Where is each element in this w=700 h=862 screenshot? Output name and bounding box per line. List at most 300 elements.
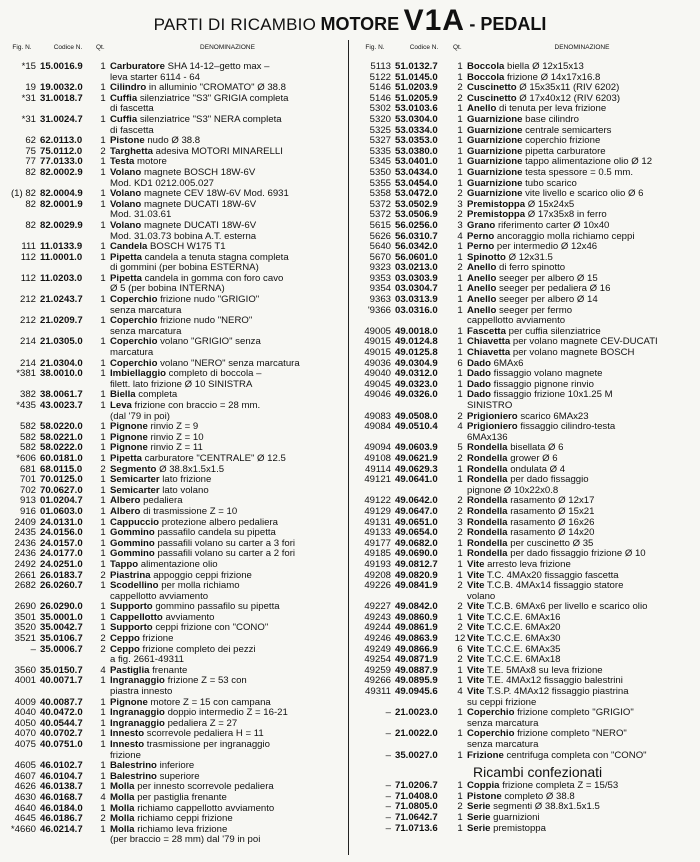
row-fig: 5325 [369, 124, 391, 136]
table-row [355, 401, 697, 412]
row-description [467, 507, 697, 518]
row-description [110, 676, 345, 687]
row-part-name: Semicarter [110, 475, 160, 486]
row-fig: '9366 [367, 304, 391, 316]
row-description [467, 792, 697, 803]
row-part-name: Anello [467, 305, 497, 316]
row-qt: 1 [100, 156, 106, 168]
row-qt: 1 [457, 113, 463, 125]
table-row [355, 813, 697, 824]
row-detail: seeger per pedaliera Ø 16 [499, 284, 611, 295]
row-part-name: Frizione [467, 750, 504, 761]
row-qt: 1 [457, 135, 463, 147]
row-part-name: Pipetta [110, 252, 142, 263]
row-description [110, 316, 345, 327]
row-detail: T.C.C.E. 6MAx16 [486, 612, 561, 623]
row-fig: 214 [19, 357, 36, 369]
row-detail: vite livello e scarico olio Ø 6 [525, 189, 644, 200]
row-detail: Mod. 31.03.61 [110, 210, 172, 221]
row-detail: pignone Ø 10x22x0.8 [467, 485, 559, 496]
row-code: 26.0260.7 [40, 580, 83, 592]
row-part-name: Gommino [110, 549, 155, 560]
left-column [4, 44, 345, 846]
row-description [110, 412, 345, 423]
row-description [467, 634, 697, 645]
row-code: 53.0472.0 [395, 188, 438, 200]
row-detail: senza marcatura [467, 740, 539, 750]
row-fig: 5640 [369, 241, 391, 253]
row-code: 75.0112.0 [40, 145, 83, 157]
row-qt: 1 [100, 717, 106, 729]
row-code: 24.0156.0 [40, 527, 83, 539]
row-fig: 49249 [364, 643, 391, 655]
row-detail: senza marcatura [467, 718, 539, 729]
row-fig: 19 [25, 82, 36, 94]
row-code: 49.0682.0 [395, 537, 438, 549]
row-detail: volano "NERO" senza marcatura [160, 358, 300, 369]
row-fig: 4050 [14, 717, 36, 729]
row-part-name: Supporto [110, 602, 153, 613]
row-qt: 1 [100, 219, 106, 231]
row-description [467, 528, 697, 539]
row-code: 53.0103.6 [395, 103, 438, 115]
row-description [467, 62, 697, 73]
row-code: 21.0022.0 [395, 728, 438, 740]
row-qt: 2 [100, 813, 106, 825]
row-code: 49.0018.0 [395, 325, 438, 337]
row-part-name: Rondella [467, 496, 508, 507]
row-part-name: Targhetta [110, 146, 153, 157]
row-fig: 49084 [364, 421, 391, 433]
row-description [110, 518, 345, 529]
row-part-name: Dado [467, 379, 491, 390]
row-detail: Mod. 31.03.73 bobina A.T. esterna [110, 231, 257, 242]
row-detail: arresto leva frizione [487, 559, 571, 570]
row-code: 60.0181.0 [40, 452, 83, 464]
row-part-name: Guarnizione [467, 136, 523, 147]
row-detail: per volano magnete CEV-DUCATI [512, 337, 658, 348]
row-description [467, 518, 697, 529]
row-qt: 1 [457, 378, 463, 390]
row-description [467, 781, 697, 792]
row-part-name: Coppia [467, 781, 500, 792]
row-code: 82.0001.9 [40, 198, 83, 210]
row-description [110, 454, 345, 465]
row-description [467, 475, 697, 486]
row-description [467, 655, 697, 666]
row-part-name: Premistoppa [467, 199, 526, 210]
row-detail: riferimento carter Ø 10x40 [497, 220, 610, 231]
row-qt: 1 [100, 431, 106, 443]
row-code: 70.0125.0 [40, 474, 83, 486]
row-description [110, 698, 345, 709]
row-fig: 3560 [14, 664, 36, 676]
row-qt: 1 [100, 389, 106, 401]
row-part-name: Molla [110, 814, 135, 825]
row-description [467, 719, 697, 730]
row-description [110, 443, 345, 454]
row-fig: 49244 [364, 622, 391, 634]
row-qt: 2 [100, 145, 106, 157]
row-fig: *15 [21, 61, 36, 72]
row-code: 01.0204.7 [40, 495, 83, 507]
row-description [467, 369, 697, 380]
row-fig: 4640 [14, 802, 36, 814]
row-detail: rasamento Ø 16x26 [510, 517, 595, 528]
row-fig: 49185 [364, 548, 391, 560]
row-detail: rinvio Z = 9 [150, 422, 199, 433]
row-qt: 1 [100, 770, 106, 782]
row-description [110, 401, 345, 412]
row-description [467, 729, 697, 740]
table-row [355, 560, 697, 571]
row-detail: seeger per fermo [499, 305, 573, 316]
row-fig: 49129 [364, 505, 391, 517]
row-part-name: Balestrino [110, 761, 157, 772]
row-detail: volano "GRIGIO" senza [160, 337, 261, 348]
row-detail: frizione nudo "GRIGIO" [160, 295, 260, 306]
row-detail: magnete DUCATI 18W-6V [143, 199, 257, 210]
row-fig: 49311 [365, 686, 391, 698]
row-part-name: Prigioniero [467, 411, 518, 422]
row-fig: 5302 [369, 103, 391, 115]
row-part-name: Volano [110, 189, 142, 200]
row-fig: 49133 [364, 527, 391, 539]
row-detail: T.C.C.E. 6MAx20 [486, 623, 561, 634]
row-description [110, 465, 345, 476]
row-code: 03.0303.9 [395, 272, 438, 284]
row-description [110, 136, 345, 147]
row-qt: 1 [457, 156, 463, 168]
row-qt: 2 [457, 82, 463, 94]
row-detail: T.C.B. 6MAx6 per livello e scarico olio [486, 602, 648, 613]
row-qt: 1 [100, 198, 106, 210]
row-fig: *606 [16, 452, 36, 464]
row-fig: 5327 [369, 135, 391, 147]
row-part-name: Biella [110, 390, 136, 401]
row-qt: 1 [100, 611, 106, 623]
row-part-name: Coperchio [110, 295, 158, 306]
row-qt: 1 [457, 558, 463, 570]
row-part-name: Rondella [467, 506, 508, 517]
row-part-name: Rondella [467, 528, 508, 539]
row-detail: senza marcatura [110, 305, 182, 316]
row-detail: passafili volano su carter a 2 fori [157, 549, 296, 560]
row-part-name: Serie [467, 812, 491, 823]
row-qt: 1 [457, 707, 463, 719]
row-code: 35.0042.7 [40, 622, 83, 634]
row-code: 51.0145.0 [395, 71, 438, 83]
row-part-name: Rondella [467, 549, 508, 560]
header-fig: Fig. N. [12, 44, 32, 51]
row-code: 49.0326.0 [395, 389, 438, 401]
row-description [467, 115, 697, 126]
row-description [110, 666, 345, 677]
row-fig: *435 [16, 400, 36, 411]
row-description [110, 327, 345, 338]
row-fig: 112 [20, 251, 36, 263]
row-fig: 49005 [364, 325, 391, 337]
right-column-header [355, 44, 697, 62]
row-code: 40.0071.7 [40, 675, 83, 687]
row-description [467, 592, 697, 603]
row-detail: appoggio ceppi frizione [153, 570, 252, 581]
row-part-name: Volano [110, 220, 142, 231]
row-detail: fissaggio pignone rinvio [493, 379, 594, 390]
title-part2: MOTORE [320, 14, 400, 34]
row-qt: 1 [457, 272, 463, 284]
row-part-name: Pignone [110, 432, 148, 443]
row-description [110, 719, 345, 730]
row-detail: inferiore [159, 761, 195, 772]
row-code: 49.0647.0 [395, 505, 438, 517]
row-part-name: Fascetta [467, 326, 506, 337]
row-part-name: Innesto [110, 729, 145, 740]
row-description [110, 359, 345, 370]
row-code: 56.0310.7 [395, 230, 438, 242]
row-code: 35.0001.0 [40, 611, 83, 623]
row-qt: 1 [100, 580, 106, 592]
row-detail: candela a tenuta stagna completa [144, 252, 289, 263]
row-code: 49.0641.0 [395, 474, 438, 486]
row-code: 21.0243.7 [40, 294, 83, 306]
row-part-name: Testa [110, 157, 135, 168]
row-qt: 1 [100, 484, 106, 496]
header-qt: Qt. [96, 44, 105, 51]
row-qt: 1 [457, 304, 463, 316]
row-part-name: Dado [467, 390, 491, 401]
row-fig: (1) 82 [10, 188, 36, 200]
row-detail: magnete CEV 18W-6V Mod. 6931 [143, 189, 289, 200]
row-detail: scorrevole pedaliera H = 11 [146, 729, 264, 740]
row-detail: testa spessore = 0.5 mm. [525, 167, 634, 178]
row-description [110, 253, 345, 264]
table-row [4, 316, 345, 327]
row-detail: lato frizione [162, 475, 212, 486]
row-code: 03.0316.0 [395, 304, 438, 316]
row-detail: per intermedio Ø 12x46 [496, 242, 598, 253]
row-detail: fissaggio frizione 10x1.25 M [493, 390, 613, 401]
row-detail: pedaliera [143, 496, 183, 507]
row-detail: T.C.B. 4MAx14 fissaggio statore [486, 581, 624, 592]
table-row [4, 168, 345, 179]
row-qt: 1 [100, 739, 106, 750]
table-row [4, 221, 345, 232]
row-qt: 5 [457, 442, 463, 454]
row-code: 49.0125.8 [395, 347, 438, 359]
row-description [467, 486, 697, 497]
row-detail: 6MAx6 [493, 358, 524, 369]
row-part-name: Pignone [110, 443, 148, 454]
row-part-name: Vite [467, 612, 485, 623]
row-fig: 49094 [364, 442, 391, 454]
row-part-name: Ingranaggio [110, 708, 165, 719]
row-fig [355, 740, 395, 751]
row-part-name: Perno [467, 231, 495, 242]
row-part-name: Candela [110, 242, 148, 253]
row-detail: carburatore "CENTRALE" Ø 12.5 [144, 453, 286, 464]
row-qt: 3 [457, 516, 463, 528]
row-part-name: Ingranaggio [110, 676, 165, 687]
row-part-name: Vite [467, 602, 485, 613]
row-code: 53.0502.9 [395, 198, 438, 210]
row-description [110, 761, 345, 772]
row-qt: 1 [457, 811, 463, 823]
row-detail: T.E. 5MAx8 su leva frizione [486, 665, 603, 676]
row-part-name: Guarnizione [467, 146, 523, 157]
row-part-name: Vite [467, 665, 485, 676]
row-description [467, 708, 697, 719]
row-part-name: Guarnizione [467, 125, 523, 136]
row-part-name: Guarnizione [467, 114, 523, 125]
row-detail: seeger per albero Ø 15 [499, 273, 598, 284]
row-part-name: Vite [467, 655, 485, 666]
row-fig: 82 [25, 166, 36, 178]
row-qt [453, 401, 467, 412]
row-detail: frizione con braccio = 28 mm. [134, 401, 261, 411]
row-part-name: Chiavetta [467, 337, 511, 348]
row-part-name: Cuffia [110, 114, 138, 125]
row-detail: completo Ø 38.8 [504, 791, 575, 802]
row-detail: richiamo ceppi frizione [137, 814, 233, 825]
row-part-name: Coperchio [467, 708, 515, 719]
row-detail: fissaggio cilindro-testa [520, 422, 616, 433]
row-detail: di tenuta per leva frizione [499, 104, 607, 115]
row-description [467, 168, 697, 179]
row-detail: motore [137, 157, 167, 168]
row-qt: 1 [100, 294, 106, 306]
row-fig: 2409 [14, 516, 36, 528]
row-description [110, 147, 345, 158]
row-description [467, 623, 697, 634]
row-part-name: Perno [467, 242, 495, 253]
table-row [4, 645, 345, 656]
row-description [110, 83, 345, 94]
row-detail: magnete BOSCH 18W-6V [143, 167, 256, 178]
row-code: 21.0305.0 [40, 336, 83, 348]
row-detail: Ø 5 (per bobina INTERNA) [110, 284, 225, 295]
row-fig: – [30, 643, 36, 655]
row-code: 53.0506.9 [395, 209, 438, 221]
row-code: 49.0842.0 [395, 601, 438, 613]
row-code [395, 401, 453, 412]
row-code: 56.0256.0 [395, 219, 438, 231]
row-description [110, 814, 345, 825]
row-qt: 1 [457, 822, 463, 834]
row-description [110, 539, 345, 550]
row-description [467, 496, 697, 507]
table-row [4, 337, 345, 348]
row-part-name: Ceppo [110, 644, 140, 655]
row-part-name: Scodellino [110, 581, 159, 592]
row-description [467, 390, 697, 401]
row-qt: 1 [457, 463, 463, 475]
header-qt: Qt. [453, 44, 462, 51]
row-code [395, 740, 453, 751]
row-description [467, 666, 697, 677]
row-code: 01.0603.0 [40, 505, 83, 517]
row-detail: trasmissione per ingranaggio [146, 740, 270, 750]
row-qt: 1 [100, 251, 106, 263]
row-detail: frizione nudo "NERO" [160, 316, 253, 327]
row-description [467, 316, 697, 327]
row-qt: 1 [457, 251, 463, 263]
row-part-name: Cappuccio [110, 517, 160, 528]
row-description [467, 306, 697, 317]
row-description [110, 380, 345, 391]
row-code: 58.0220.0 [40, 421, 83, 433]
row-fig: 4605 [14, 760, 36, 772]
row-fig [355, 401, 395, 412]
row-detail: di fascetta [110, 125, 154, 136]
row-detail: per cuffia silenziatrice [508, 326, 601, 337]
row-detail: gommino passafilo su pipetta [155, 602, 280, 613]
row-fig: 4075 [14, 739, 36, 750]
row-part-name: Boccola [467, 72, 505, 83]
row-part-name: Anello [467, 284, 497, 295]
row-fig: 5146 [369, 82, 391, 94]
row-description [110, 708, 345, 719]
row-fig: 5345 [369, 156, 391, 168]
row-fig: 49193 [364, 558, 391, 570]
header-fig: Fig. N. [365, 44, 385, 51]
row-fig: 5350 [369, 166, 391, 178]
row-description [110, 221, 345, 232]
row-description [110, 740, 345, 751]
row-fig: – [385, 749, 391, 761]
row-fig: 5372 [369, 209, 391, 221]
row-description [110, 602, 345, 613]
row-code: 46.0138.7 [40, 781, 83, 793]
row-detail: T.C.C.E. 6MAx30 [486, 634, 561, 645]
row-code: 71.0408.0 [395, 790, 438, 802]
row-part-name: Pipetta [110, 453, 142, 464]
row-fig: *381 [16, 368, 36, 380]
row-fig: 4626 [14, 781, 36, 793]
row-fig: – [385, 822, 391, 834]
row-fig: 2661 [14, 569, 36, 581]
row-qt: 1 [457, 166, 463, 178]
table-row [355, 507, 697, 518]
row-qt: 2 [457, 601, 463, 613]
row-qt: 1 [100, 707, 106, 719]
row-fig: – [385, 811, 391, 823]
row-detail: Mod. KD1 0212.005.027 [110, 178, 215, 189]
row-description [467, 136, 697, 147]
row-code: 49.0812.7 [395, 558, 438, 570]
row-fig: 49266 [364, 675, 391, 687]
row-code: 53.0334.0 [395, 124, 438, 136]
row-code: 53.0434.0 [395, 166, 438, 178]
row-qt: 1 [100, 781, 106, 793]
row-part-name: Molla [110, 782, 135, 793]
header-desc: DENOMINAZIONE [554, 44, 610, 51]
row-description [467, 295, 697, 306]
row-fig: – [385, 780, 391, 792]
row-fig: 49246 [364, 633, 391, 645]
row-description [467, 687, 697, 698]
row-part-name: Gommino [110, 538, 155, 549]
row-description [110, 560, 345, 571]
header-code: Codice N. [53, 44, 83, 51]
row-detail: ceppi frizione con "CONO" [155, 623, 269, 634]
row-description [467, 210, 697, 221]
row-part-name: Tappo [110, 559, 139, 570]
row-qt: 1 [100, 241, 106, 253]
row-description [110, 337, 345, 348]
row-qt: 1 [100, 516, 106, 528]
row-part-name: Rondella [467, 517, 508, 528]
